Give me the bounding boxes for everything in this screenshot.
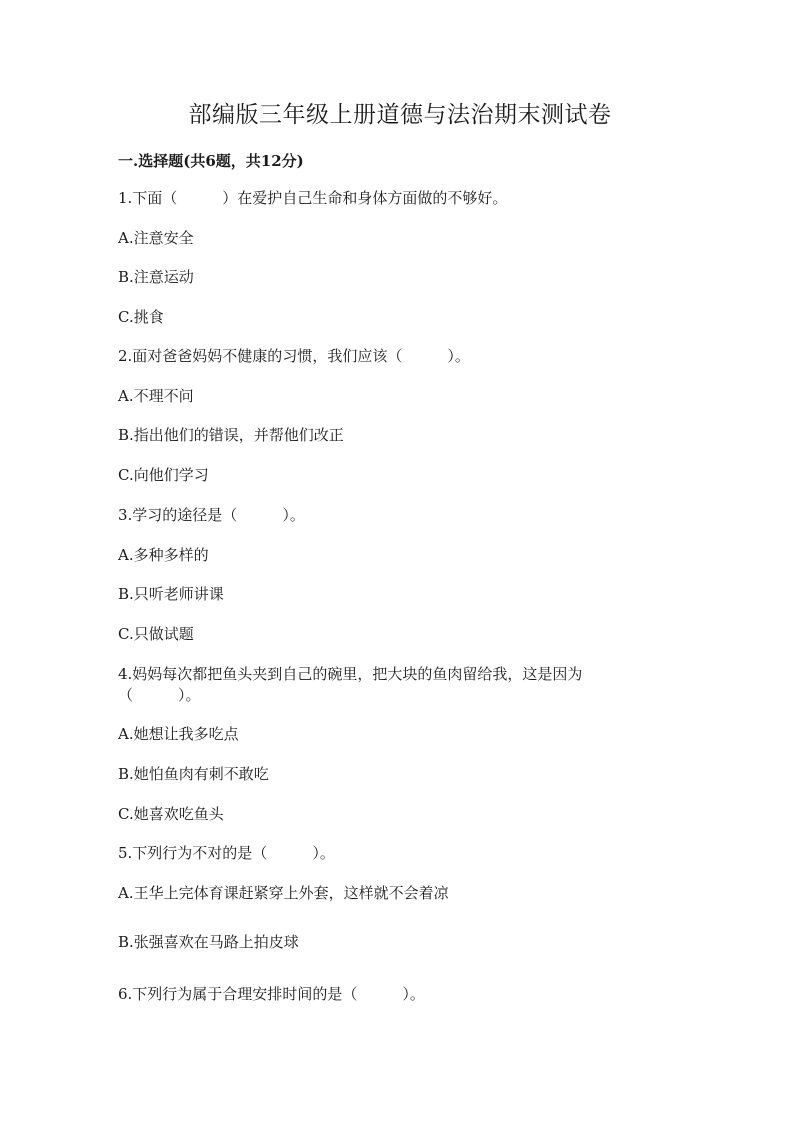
question-1-stem: 1.下面（ ）在爱护自己生命和身体方面做的不够好。 [118, 189, 508, 207]
question-2-option-a: A.不理不问 [118, 387, 194, 405]
question-4-option-a: A.她想让我多吃点 [118, 725, 239, 743]
question-6-stem: 6.下列行为属于合理安排时间的是（ ）。 [118, 985, 425, 1003]
question-3-option-a: A.多种多样的 [118, 546, 209, 564]
question-2-option-c: C.向他们学习 [118, 466, 209, 484]
question-4-stem-line-2: （ ）。 [118, 686, 201, 704]
question-4-option-b: B.她怕鱼肉有刺不敢吃 [118, 765, 269, 783]
question-5-option-a: A.王华上完体育课赶紧穿上外套，这样就不会着凉 [118, 884, 449, 902]
section-heading: 一.选择题(共6题，共12分) [118, 152, 304, 170]
question-2-stem: 2.面对爸爸妈妈不健康的习惯，我们应该（ ）。 [118, 347, 470, 365]
question-3-option-b: B.只听老师讲课 [118, 585, 224, 603]
question-1-option-b: B.注意运动 [118, 268, 194, 286]
question-3-stem: 3.学习的途径是（ ）。 [118, 506, 305, 524]
question-1-option-a: A.注意安全 [118, 229, 194, 247]
question-5-option-b: B.张强喜欢在马路上拍皮球 [118, 933, 299, 951]
question-4-stem-line-1: 4.妈妈每次都把鱼头夹到自己的碗里，把大块的鱼肉留给我，这是因为 [118, 665, 583, 683]
question-1-option-c: C.挑食 [118, 308, 164, 326]
question-3-option-c: C.只做试题 [118, 625, 194, 643]
question-2-option-b: B.指出他们的错误，并帮他们改正 [118, 426, 344, 444]
question-4-option-c: C.她喜欢吃鱼头 [118, 805, 224, 823]
page-title: 部编版三年级上册道德与法治期末测试卷 [188, 102, 612, 128]
question-5-stem: 5.下列行为不对的是（ ）。 [118, 844, 335, 862]
